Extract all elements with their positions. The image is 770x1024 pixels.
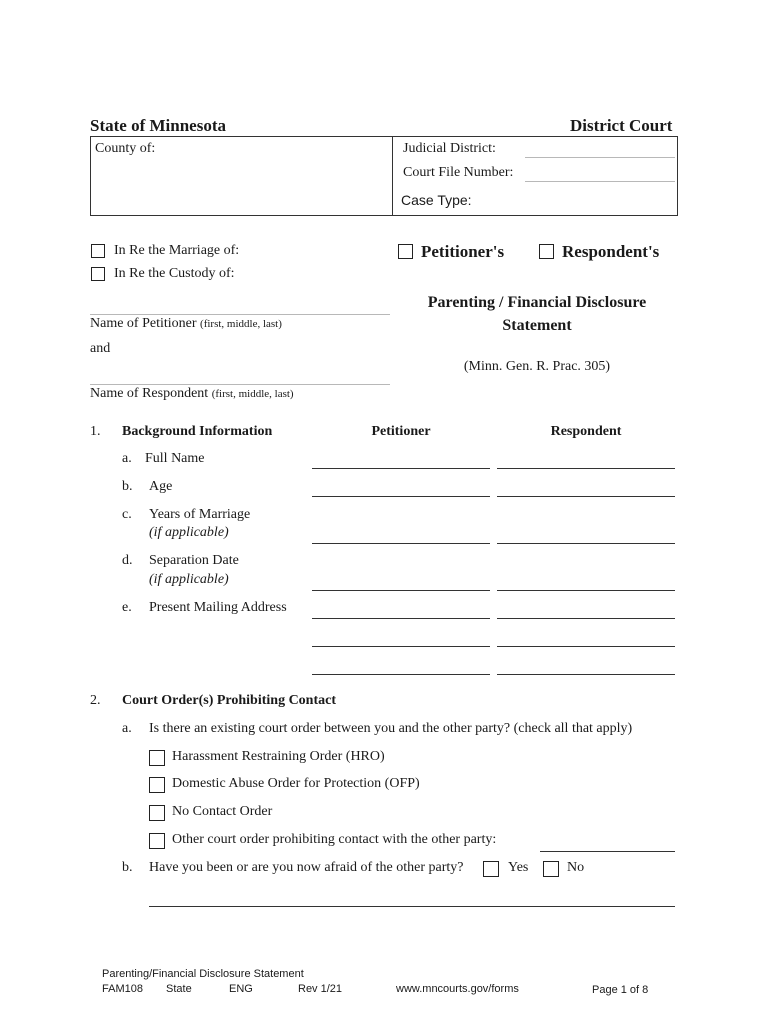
footer-page-number: Page 1 of 8 (592, 984, 649, 996)
custody-checkbox[interactable] (91, 267, 105, 281)
section2-number: 2. (90, 693, 101, 708)
respondent-address-line1[interactable] (497, 618, 675, 619)
item-c-letter: c. (122, 507, 132, 522)
question-b-text: Have you been or are you now afraid of the other party? (149, 860, 464, 875)
respondent-address-line2[interactable] (497, 646, 675, 647)
question-a-letter: a. (122, 721, 132, 736)
respondent-full-name-field[interactable] (497, 468, 675, 469)
court-file-label: Court File Number: (403, 165, 514, 180)
judicial-district-label: Judicial District: (403, 141, 496, 156)
petitioner-checkbox[interactable] (398, 244, 413, 259)
rule-reference: (Minn. Gen. R. Prac. 305) (463, 359, 611, 374)
item-b-label: Age (149, 479, 173, 494)
petitioner-years-marriage-field[interactable] (312, 543, 490, 544)
section1-title: Background Information (122, 424, 273, 439)
county-field[interactable] (95, 160, 385, 212)
afraid-no-label: No (567, 860, 585, 875)
hro-label: Harassment Restraining Order (HRO) (172, 749, 385, 764)
col-respondent-header: Respondent (550, 424, 622, 439)
afraid-no-checkbox[interactable] (543, 861, 559, 877)
item-d-letter: d. (122, 553, 133, 568)
other-order-label: Other court order prohibiting contact with the other party: (172, 832, 497, 847)
item-a-label: Full Name (145, 451, 205, 466)
respondent-age-field[interactable] (497, 496, 675, 497)
ofp-checkbox[interactable] (149, 777, 165, 793)
petitioner-age-field[interactable] (312, 496, 490, 497)
marriage-label: In Re the Marriage of: (114, 243, 240, 258)
judicial-district-field[interactable] (525, 157, 675, 158)
no-contact-checkbox[interactable] (149, 805, 165, 821)
item-c-sub: (if applicable) (149, 525, 229, 540)
court-title: District Court (570, 116, 673, 135)
item-c-label: Years of Marriage (149, 507, 251, 522)
form-title-line1: Parenting / Financial Disclosure (427, 294, 647, 311)
respondent-check-label: Respondent's (562, 242, 660, 261)
marriage-checkbox[interactable] (91, 244, 105, 258)
footer-form-number: FAM108 (102, 983, 143, 995)
respondent-separation-date-field[interactable] (497, 590, 675, 591)
case-type-label: Case Type: (401, 192, 472, 208)
petitioner-full-name-field[interactable] (312, 468, 490, 469)
respondent-address-line3[interactable] (497, 674, 675, 675)
court-file-field[interactable] (525, 181, 675, 182)
respondent-name-field[interactable] (90, 384, 390, 385)
state-title: State of Minnesota (90, 116, 226, 135)
form-title-line2: Statement (502, 317, 572, 334)
petitioner-check-label: Petitioner's (421, 242, 505, 261)
footer-url: www.mncourts.gov/forms (396, 983, 519, 995)
petitioner-address-line2[interactable] (312, 646, 490, 647)
footer-state: State (166, 983, 192, 995)
afraid-explanation-field[interactable] (149, 906, 675, 907)
footer-language: ENG (229, 983, 253, 995)
footer-title: Parenting/Financial Disclosure Statement (102, 968, 304, 980)
other-order-checkbox[interactable] (149, 833, 165, 849)
respondent-years-marriage-field[interactable] (497, 543, 675, 544)
petitioner-name-field[interactable] (90, 314, 390, 315)
petitioner-address-line3[interactable] (312, 674, 490, 675)
county-label: County of: (95, 141, 156, 156)
item-b-letter: b. (122, 479, 133, 494)
other-order-field[interactable] (540, 851, 675, 852)
afraid-yes-checkbox[interactable] (483, 861, 499, 877)
footer-revision: Rev 1/21 (298, 983, 343, 995)
question-a-text: Is there an existing court order between you and the other party? (check all that apply) (149, 721, 633, 736)
petitioner-address-line1[interactable] (312, 618, 490, 619)
respondent-checkbox[interactable] (539, 244, 554, 259)
no-contact-label: No Contact Order (172, 804, 273, 819)
item-e-label: Present Mailing Address (149, 600, 287, 615)
item-d-label: Separation Date (149, 553, 239, 568)
section2-title: Court Order(s) Prohibiting Contact (122, 693, 336, 708)
hro-checkbox[interactable] (149, 750, 165, 766)
item-a-letter: a. (122, 451, 132, 466)
section1-number: 1. (90, 424, 101, 439)
afraid-yes-label: Yes (508, 860, 529, 875)
respondent-name-label: Name of Respondent (first, middle, last) (90, 386, 294, 401)
col-petitioner-header: Petitioner (371, 424, 431, 439)
question-b-letter: b. (122, 860, 133, 875)
item-d-sub: (if applicable) (149, 572, 229, 587)
and-label: and (90, 341, 111, 356)
petitioner-name-label: Name of Petitioner (first, middle, last) (90, 316, 282, 331)
custody-label: In Re the Custody of: (114, 266, 235, 281)
item-e-letter: e. (122, 600, 132, 615)
ofp-label: Domestic Abuse Order for Protection (OFP) (172, 776, 420, 791)
header-divider (392, 137, 393, 215)
petitioner-separation-date-field[interactable] (312, 590, 490, 591)
